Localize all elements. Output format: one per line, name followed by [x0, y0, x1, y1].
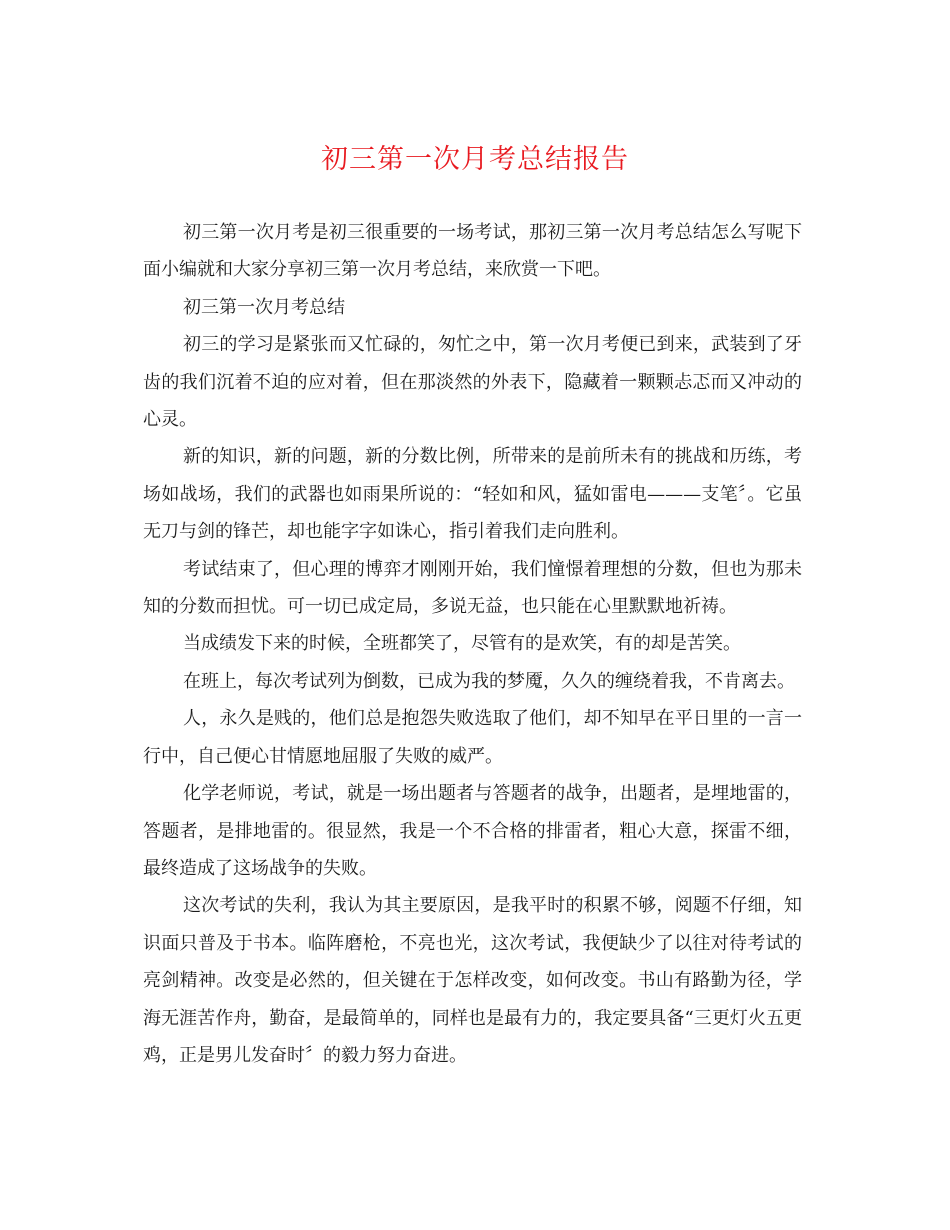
- paragraph: 新的知识，新的问题，新的分数比例，所带来的是前所未有的挑战和历练，考场如战场，我们的武器也如雨果所说的：“轻如和风，猛如雷电———支笔〞。它虽无刀与剑的锋芒，却也能字字如诛心，指引着我们走向胜利。: [143, 446, 802, 543]
- paragraph: 考试结束了，但心理的博弈才刚刚开始，我们憧憬着理想的分数，但也为那未知的分数而担忧。可一切已成定局，多说无益，也只能在心里默默地祈祷。: [143, 558, 802, 618]
- document-body: [143, 214, 802, 1074]
- paragraph: 当成绩发下来的时候，全班都笑了，尽管有的是欢笑，有的却是苦笑。: [183, 633, 741, 655]
- paragraph: 化学老师说，考试，就是一场出题者与答题者的战争，出题者，是埋地雷的，答题者，是排地雷的。很显然，我是一个不合格的排雷者，粗心大意，探雷不细，最终造成了这场战争的失败。: [143, 783, 802, 879]
- paragraph: 这次考试的失利，我认为其主要原因，是我平时的积累不够，阅题不仔细，知识面只普及于书本。临阵磨枪，不亮也光，这次考试，我便缺少了以往对待考试的亮剑精神。改变是必然的，但关键在于怎样改变，如何改变。书山有路勤为径，学海无涯苦作舟，勤奋，是最简单的，同样也是最有力的，我定要具备“三更灯火五更鸡，正是男儿发奋时〞的毅力努力奋进。: [143, 895, 802, 1066]
- document-title: 初三第一次月考总结报告: [321, 144, 629, 175]
- paragraph-intro: 初三第一次月考是初三很重要的一场考试，那初三第一次月考总结怎么写呢下面小编就和大家分享初三第一次月考总结，来欣赏一下吧。: [143, 222, 802, 281]
- paragraph: 在班上，每次考试列为倒数，已成为我的梦魇，久久的缠绕着我，不肯离去。: [183, 670, 795, 692]
- paragraph: 人，永久是贱的，他们总是抱怨失败选取了他们，却不知早在平日里的一言一行中，自己便心甘情愿地屈服了失败的威严。: [143, 708, 802, 767]
- paragraph-subheading: 初三第一次月考总结: [183, 296, 345, 318]
- paragraph: 初三的学习是紧张而又忙碌的，匆忙之中，第一次月考便已到来，武装到了牙齿的我们沉着不迫的应对着，但在那淡然的外表下，隐藏着一颗颗忐忑而又冲动的心灵。: [143, 334, 802, 431]
